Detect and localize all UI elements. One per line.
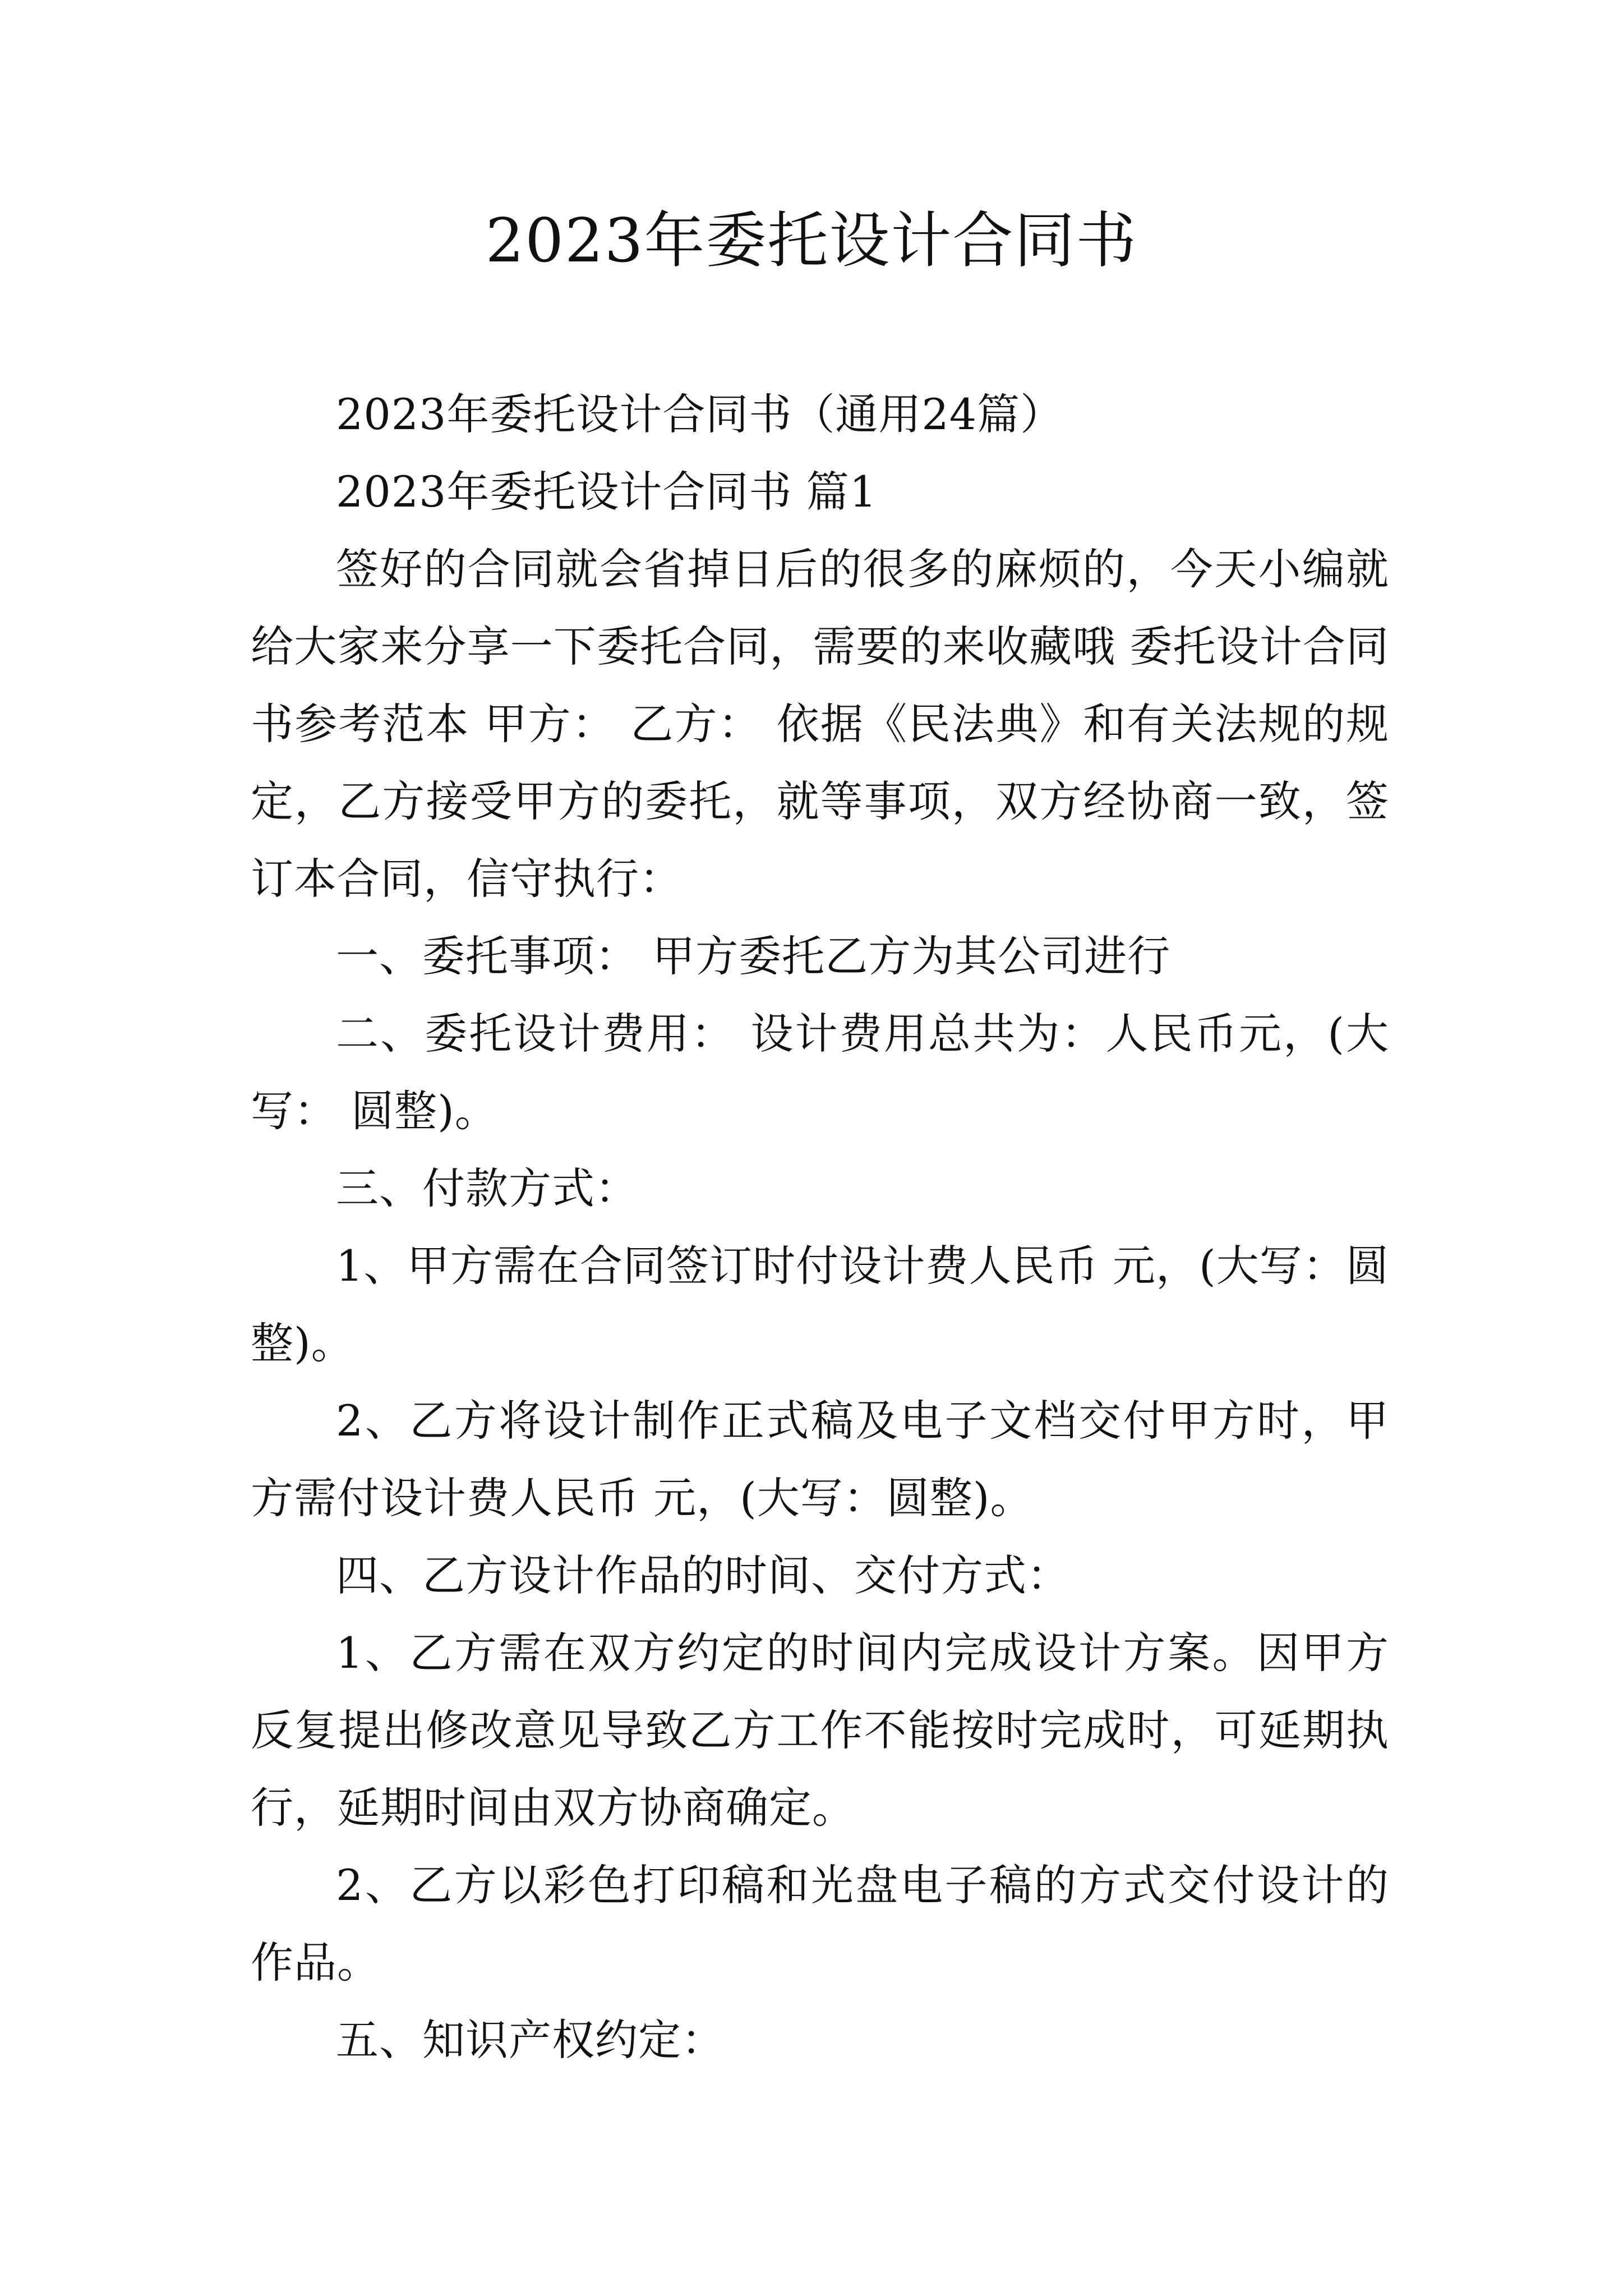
clause-paragraph: 一、委托事项： 甲方委托乙方为其公司进行: [336, 931, 1171, 981]
clause-paragraph: 2、乙方以彩色打印稿和光盘电子稿的方式交付设计的作品。: [251, 1860, 1389, 1987]
clause-paragraph: 1、甲方需在合同签订时付设计费人民币 元，(大写：圆整)。: [251, 1241, 1389, 1368]
body-paragraph: 签好的合同就会省掉日后的很多的麻烦的，今天小编就给大家来分享一下委托合同，需要的来收藏哦 委托设计合同书参考范本 甲方： 乙方： 依据《民法典》和有关法规的规定，乙方接受甲方的委托，就等事项，双方经协商一致，签订本合同，信守执行：: [251, 544, 1389, 904]
subtitle-paragraph: 2023年委托设计合同书（通用24篇）: [336, 389, 1064, 439]
document-body: [251, 376, 1389, 2079]
clause-paragraph: 1、乙方需在双方约定的时间内完成设计方案。因甲方反复提出修改意见导致乙方工作不能按时完成时，可延期执行，延期时间由双方协商确定。: [251, 1628, 1389, 1833]
section-heading: 2023年委托设计合同书 篇1: [336, 467, 877, 517]
clause-paragraph: 五、知识产权约定：: [336, 2015, 725, 2065]
clause-paragraph: 二、委托设计费用： 设计费用总共为：人民币元，(大写： 圆整)。: [251, 1009, 1389, 1136]
clause-paragraph: 2、乙方将设计制作正式稿及电子文档交付甲方时，甲方需付设计费人民币 元，(大写：圆整)。: [251, 1396, 1389, 1523]
document-title: 2023年委托设计合同书: [485, 206, 1138, 276]
clause-paragraph: 三、付款方式：: [336, 1163, 638, 1213]
clause-paragraph: 四、乙方设计作品的时间、交付方式：: [336, 1550, 1070, 1600]
